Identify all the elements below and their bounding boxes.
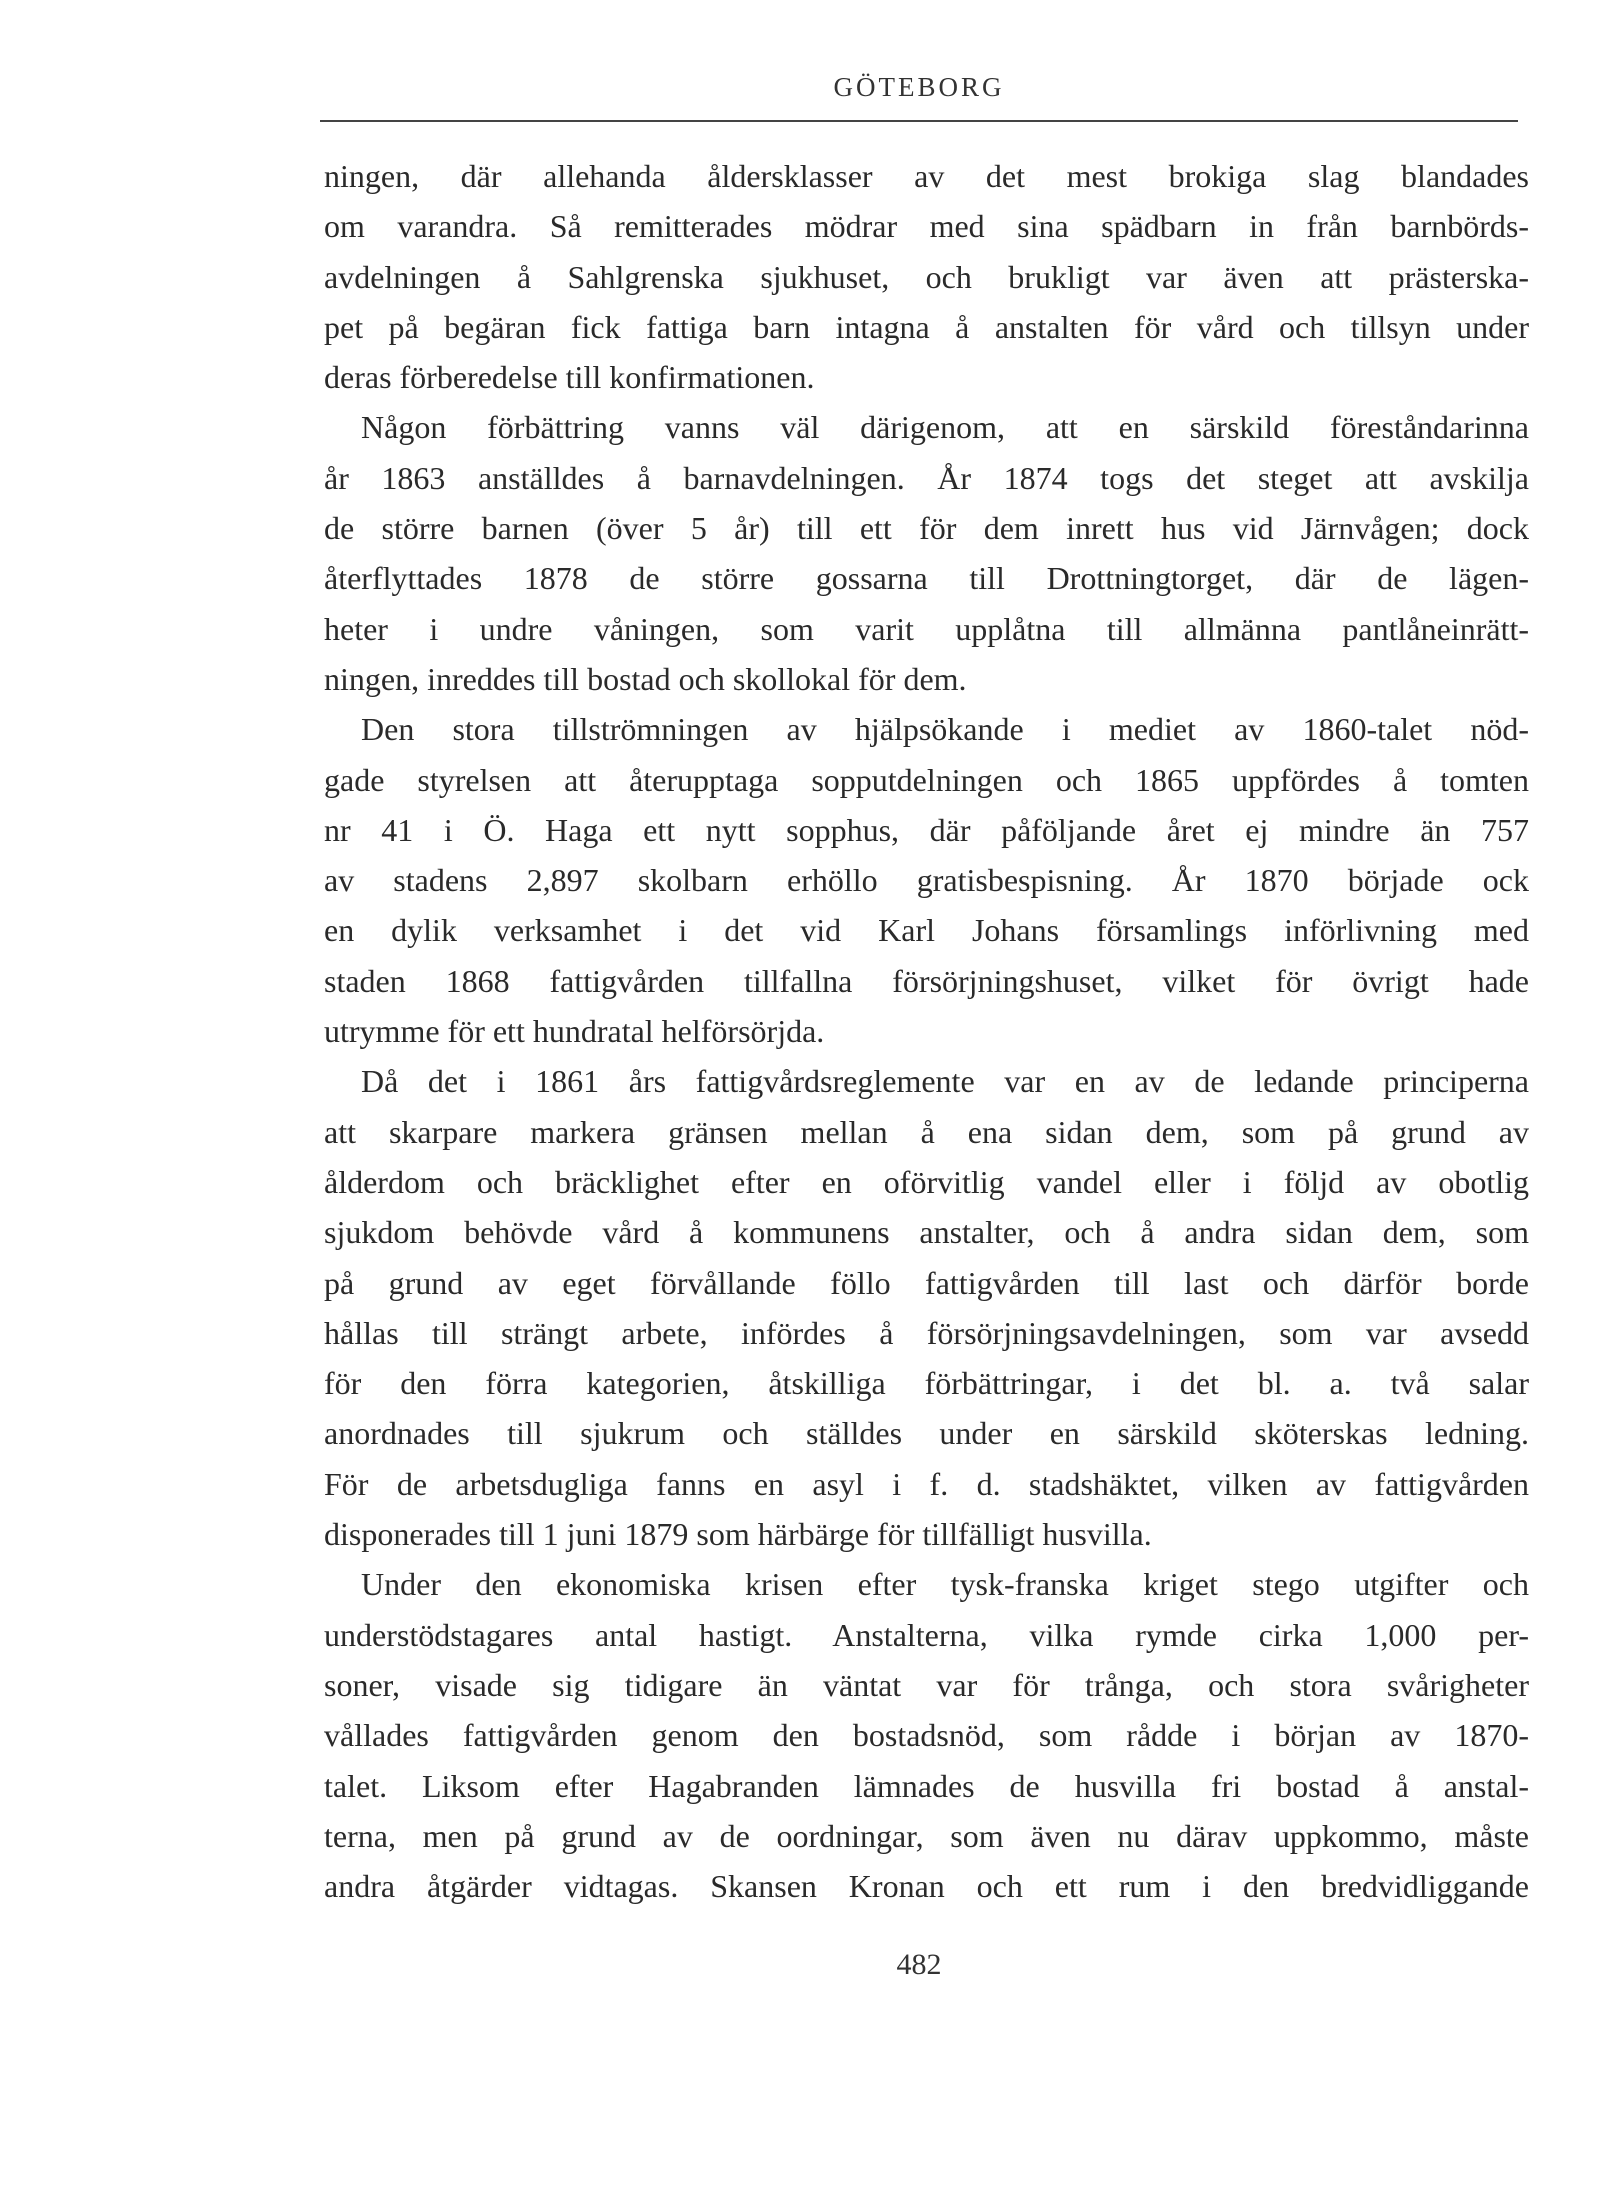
text-line: heter i undre våningen, som varit upplåtna till allmänna pantlåneinrätt- — [324, 610, 1529, 647]
body-text — [324, 151, 1529, 1911]
text-line: avdelningen å Sahlgrenska sjukhuset, och brukligt var även att prästerska- — [324, 258, 1529, 295]
paragraph-start-line: Den stora tillströmningen av hjälpsökande i mediet av 1860-talet nöd- — [361, 711, 1529, 748]
paragraph-start-line: Någon förbättring vanns väl därigenom, att en särskild föreståndarinna — [361, 409, 1529, 446]
text-line: en dylik verksamhet i det vid Karl Johans församlings införlivning med — [324, 912, 1529, 949]
header-rule — [320, 120, 1518, 122]
text-line: återflyttades 1878 de större gossarna till Drottningtorget, där de lägen- — [324, 560, 1529, 597]
text-line: terna, men på grund av de oordningar, som även nu därav uppkommo, måste — [324, 1817, 1529, 1854]
text-line: soner, visade sig tidigare än väntat var för trånga, och stora svårigheter — [324, 1666, 1529, 1703]
paragraph-end-line: deras förberedelse till konfirmationen. — [324, 359, 815, 396]
paragraph-end-line: ningen, inreddes till bostad och skollokal för dem. — [324, 660, 967, 697]
text-line: vållades fattigvården genom den bostadsnöd, som rådde i början av 1870- — [324, 1717, 1529, 1754]
text-line: år 1863 anställdes å barnavdelningen. År 1874 togs det steget att avskilja — [324, 459, 1529, 496]
text-line: sjukdom behövde vård å kommunens anstalter, och å andra sidan dem, som — [324, 1214, 1529, 1251]
text-line: på grund av eget förvållande föllo fattigvården till last och därför borde — [324, 1264, 1529, 1301]
text-line: gade styrelsen att återupptaga sopputdelningen och 1865 uppfördes å tomten — [324, 761, 1529, 798]
text-line: anordnades till sjukrum och ställdes under en särskild sköterskas ledning. — [324, 1415, 1529, 1452]
text-line: staden 1868 fattigvården tillfallna försörjningshuset, vilket för övrigt hade — [324, 962, 1529, 999]
paragraph-start-line: Under den ekonomiska krisen efter tysk-franska kriget stego utgifter och — [361, 1566, 1529, 1603]
text-line: hållas till strängt arbete, infördes å försörjningsavdelningen, som var avsedd — [324, 1314, 1529, 1351]
text-line: andra åtgärder vidtagas. Skansen Kronan och ett rum i den bredvidliggande — [324, 1868, 1529, 1905]
text-line: pet på begäran fick fattiga barn intagna å anstalten för vård och tillsyn under — [324, 308, 1529, 345]
text-line: för den förra kategorien, åtskilliga förbättringar, i det bl. a. två salar — [324, 1365, 1529, 1402]
text-line: att skarpare markera gränsen mellan å ena sidan dem, som på grund av — [324, 1113, 1529, 1150]
text-line: ålderdom och bräcklighet efter en oförvitlig vandel eller i följd av obotlig — [324, 1163, 1529, 1200]
text-line: talet. Liksom efter Hagabranden lämnades de husvilla fri bostad å anstal- — [324, 1767, 1529, 1804]
text-line: understödstagares antal hastigt. Anstalterna, vilka rymde cirka 1,000 per- — [324, 1616, 1529, 1653]
text-line: För de arbetsdugliga fanns en asyl i f. d. stadshäktet, vilken av fattigvården — [324, 1465, 1529, 1502]
paragraph-end-line: utrymme för ett hundratal helförsörjda. — [324, 1013, 825, 1050]
paragraph-start-line: Då det i 1861 års fattigvårdsreglemente var en av de ledande principerna — [361, 1063, 1529, 1100]
paragraph-end-line: disponerades till 1 juni 1879 som härbärge för tillfälligt husvilla. — [324, 1516, 1152, 1553]
text-line: av stadens 2,897 skolbarn erhöllo gratisbespisning. År 1870 började ock — [324, 862, 1529, 899]
text-line: om varandra. Så remitterades mödrar med sina spädbarn in från barnbörds- — [324, 208, 1529, 245]
text-line: ningen, där allehanda åldersklasser av det mest brokiga slag blandades — [324, 158, 1529, 194]
text-line: nr 41 i Ö. Haga ett nytt sopphus, där påföljande året ej mindre än 757 — [324, 811, 1529, 848]
text-line: de större barnen (över 5 år) till ett för dem inrett hus vid Järnvågen; dock — [324, 510, 1529, 547]
running-head-title: GÖTEBORG — [833, 72, 1005, 102]
page-number: 482 — [896, 1948, 942, 1981]
